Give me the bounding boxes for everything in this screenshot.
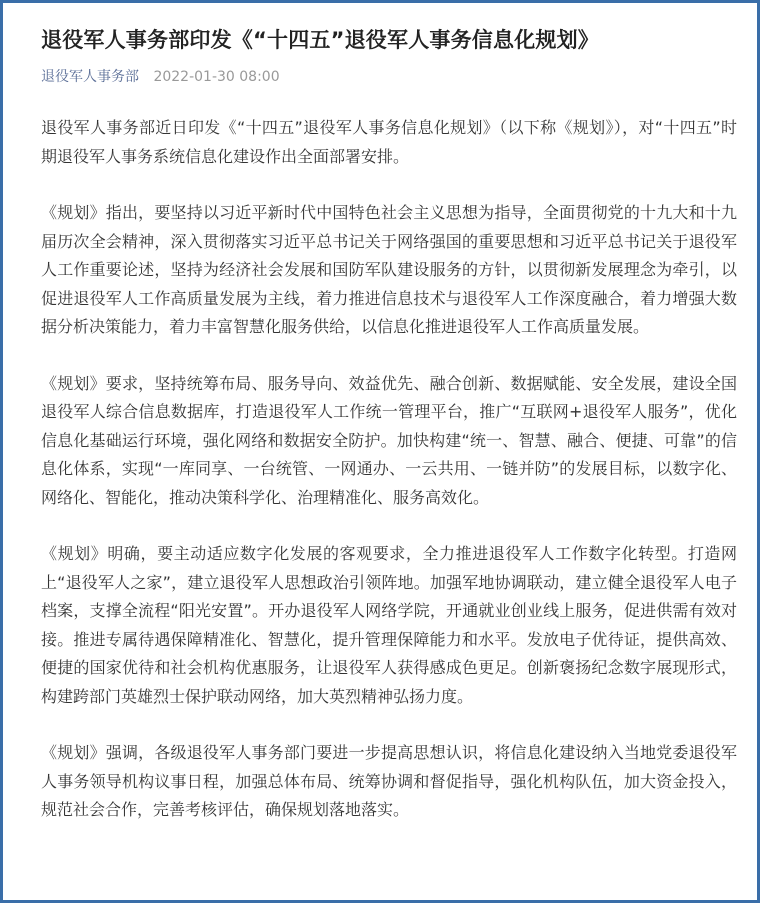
publish-datetime: 2022-01-30 08:00 bbox=[153, 69, 280, 85]
paragraph-emphasis: 《规划》强调，各级退役军人事务部门要进一步提高思想认识，将信息化建设纳入当地党委退役军人事务领导机构议事日程，加强总体布局、统筹协调和督促指导，强化机构队伍，加大资金投入，规范社会合作，完善考核评估，确保规划落地落实。 bbox=[41, 743, 737, 819]
article bbox=[3, 3, 757, 825]
source-link[interactable]: 退役军人事务部 bbox=[41, 69, 139, 85]
article-body bbox=[41, 114, 737, 825]
paragraph-intro: 退役军人事务部近日印发《“十四五”退役军人事务信息化规划》（以下称《规划》），对“十四五”时期退役军人事务系统信息化建设作出全面部署安排。 bbox=[41, 118, 737, 166]
paragraph-requirements: 《规划》要求，坚持统筹布局、服务导向、效益优先、融合创新、数据赋能、安全发展，建设全国退役军人综合信息数据库，打造退役军人工作统一管理平台，推广“互联网+退役军人服务”，优化信息化基础运行环境，强化网络和数据安全防护。加快构建“统一、智慧、融合、便捷、可靠”的信息化体系，实现“一库同享、一台统管、一网通办、一云共用、一链并防”的发展目标，以数字化、网络化、智能化，推动决策科学化、治理精准化、服务高效化。 bbox=[41, 373, 737, 507]
paragraph-guidance: 《规划》指出，要坚持以习近平新时代中国特色社会主义思想为指导，全面贯彻党的十九大和十九届历次全会精神，深入贯彻落实习近平总书记关于网络强国的重要思想和习近平总书记关于退役军人工作重要论述，坚持为经济社会发展和国防军队建设服务的方针，以贯彻新发展理念为牵引，以促进退役军人工作高质量发展为主线，着力推进信息技术与退役军人工作深度融合，着力增强大数据分析决策能力，着力丰富智慧化服务供给，以信息化推进退役军人工作高质量发展。 bbox=[41, 203, 737, 336]
article-frame bbox=[3, 3, 757, 900]
article-title: 退役军人事务部印发《“十四五”退役军人事务信息化规划》 bbox=[41, 28, 600, 52]
article-meta bbox=[41, 67, 737, 87]
paragraph-tasks: 《规划》明确，要主动适应数字化发展的客观要求，全力推进退役军人工作数字化转型。打造网上“退役军人之家”，建立退役军人思想政治引领阵地。加强军地协调联动，建立健全退役军人电子档案，支撑全流程“阳光安置”。开办退役军人网络学院，开通就业创业线上服务，促进供需有效对接。推进专属待遇保障精准化、智慧化，提升管理保障能力和水平。发放电子优待证，提供高效、便捷的国家优待和社会机构优惠服务，让退役军人获得感成色更足。创新褒扬纪念数字展现形式，构建跨部门英雄烈士保护联动网络，加大英烈精神弘扬力度。 bbox=[41, 544, 737, 706]
